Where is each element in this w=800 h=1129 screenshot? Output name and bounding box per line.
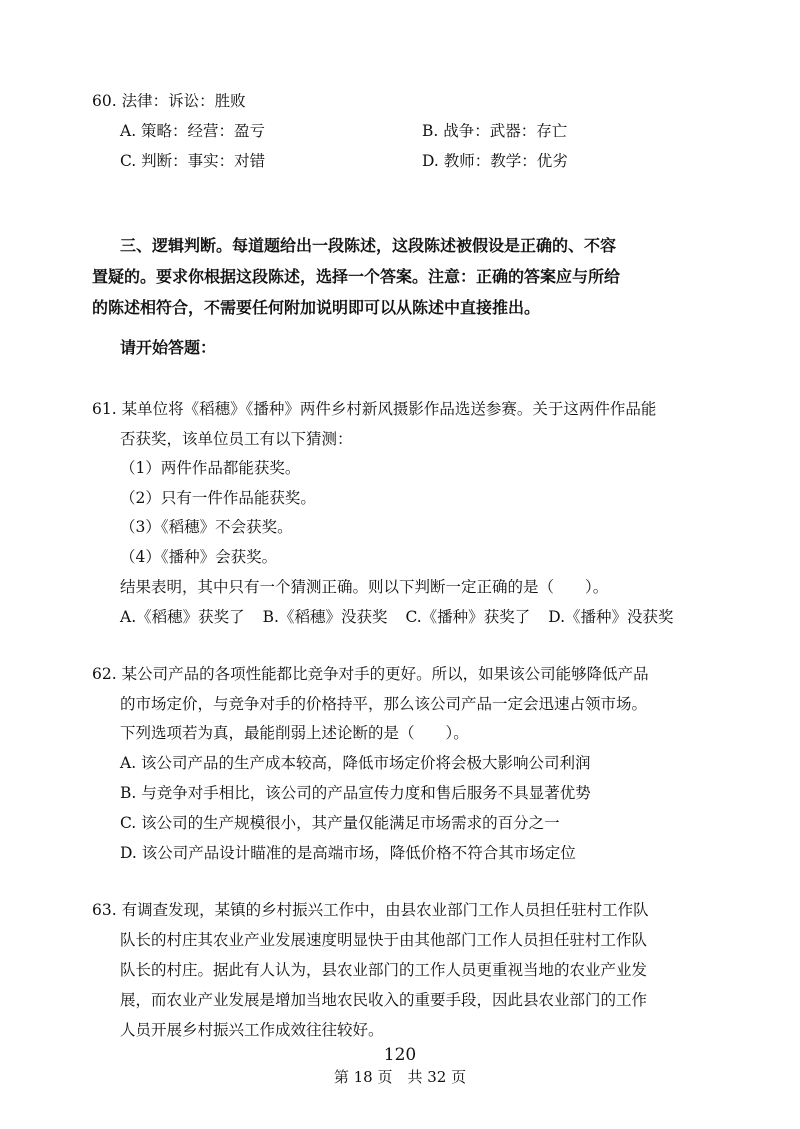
q60-stem: 60. 法律：诉讼：胜败 <box>92 92 246 110</box>
q60-option-d: D. 教师：教学：优劣 <box>422 152 568 170</box>
section3-heading-line-1: 三、逻辑判断。每道题给出一段陈述，这段陈述被假设是正确的、不容 <box>120 236 617 255</box>
q62-option-b: B. 与竞争对手相比，该公司的产品宣传力度和售后服务不具显著优势 <box>120 784 591 802</box>
q62-option-a: A. 该公司产品的生产成本较高，降低市场定价将会极大影响公司利润 <box>120 754 591 772</box>
q63-line-4: 展，而农业产业发展是增加当地农民收入的重要手段，因此县农业部门的工作 <box>120 991 648 1009</box>
q61-options-row <box>120 606 674 628</box>
q62-line-1: 62. 某公司产品的各项性能都比竞争对手的更好。所以，如果该公司能够降低产品 <box>92 665 649 683</box>
q61-guess-4: （4）《播种》会获奖。 <box>120 548 278 566</box>
q61-guess-3: （3）《稻穗》不会获奖。 <box>120 518 293 536</box>
q61-guess-1: （1）两件作品都能获奖。 <box>120 459 301 477</box>
page-number: 120 <box>383 1045 417 1065</box>
q63-line-1: 63. 有调查发现，某镇的乡村振兴工作中，由县农业部门工作人员担任驻村工作队 <box>92 901 649 919</box>
section3-heading-line-3: 的陈述相符合，不需要任何附加说明即可以从陈述中直接推出。 <box>92 298 541 317</box>
q61-option-b: B.《稻穗》没获奖 <box>262 608 388 626</box>
q62-option-d: D. 该公司产品设计瞄准的是高端市场，降低价格不符合其市场定位 <box>120 844 576 862</box>
page-info: 第 18 页 共 32 页 <box>333 1068 467 1086</box>
q61-option-c: C.《播种》获奖了 <box>405 608 531 626</box>
q63-line-2: 队长的村庄其农业产业发展速度明显快于由其他部门工作人员担任驻村工作队 <box>120 931 648 949</box>
q60-option-c: C. 判断：事实：对错 <box>120 152 266 170</box>
q60-option-b: B. 战争：武器：存亡 <box>422 122 568 140</box>
start-answering-label: 请开始答题： <box>120 338 217 357</box>
section3-heading-line-2: 置疑的。要求你根据这段陈述，选择一个答案。注意：正确的答案应与所给 <box>92 267 621 286</box>
q61-line-2: 否获奖，该单位员工有以下猜测： <box>120 430 353 448</box>
q61-guess-2: （2）只有一件作品能获奖。 <box>120 489 316 507</box>
q63-line-5: 人员开展乡村振兴工作成效往往较好。 <box>120 1021 384 1039</box>
q61-line-1: 61. 某单位将《稻穗》《播种》两件乡村新风摄影作品选送参赛。关于这两件作品能 <box>92 400 657 418</box>
q62-line-2: 的市场定价，与竞争对手的价格持平，那么该公司产品一定会迅速占领市场。 <box>120 695 648 713</box>
q61-option-a: A.《稻穗》获奖了 <box>120 608 245 626</box>
q61-option-d: D.《播种》没获奖 <box>548 608 674 626</box>
q62-option-c: C. 该公司的生产规模很小，其产量仅能满足市场需求的百分之一 <box>120 814 560 832</box>
q63-line-3: 队长的村庄。据此有人认为，县农业部门的工作人员更重视当地的农业产业发 <box>120 961 648 979</box>
q62-question: 下列选项若为真，最能削弱上述论断的是（ ）。 <box>120 724 469 742</box>
q61-question: 结果表明，其中只有一个猜测正确。则以下判断一定正确的是（ ）。 <box>120 578 609 596</box>
q60-option-a: A. 策略：经营：盈亏 <box>120 122 266 140</box>
